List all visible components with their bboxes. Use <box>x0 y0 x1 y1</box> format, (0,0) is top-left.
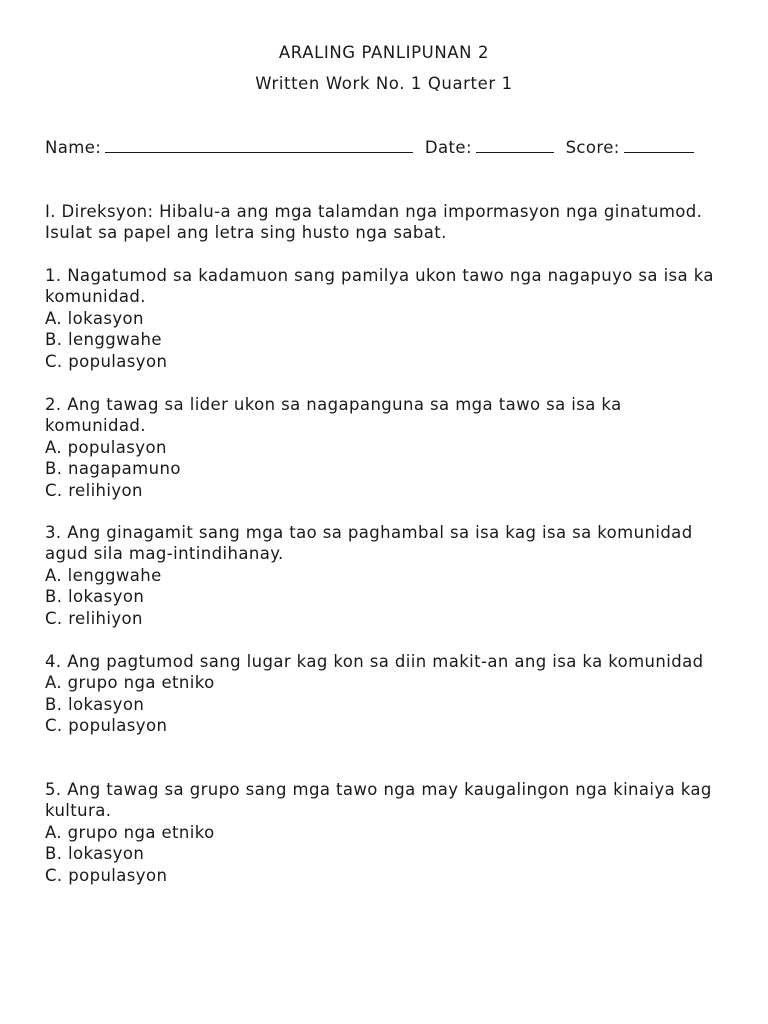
choice-a: A. populasyon <box>45 437 167 457</box>
choice-c: C. relihiyon <box>45 480 143 500</box>
question-stem: 2. Ang tawag sa lider ukon sa nagapanguna sa mga tawo sa isa ka komunidad. <box>45 395 622 436</box>
choice-b: B. nagapamuno <box>45 459 181 479</box>
choice-c: C. populasyon <box>45 716 168 736</box>
score-blank[interactable] <box>624 137 694 153</box>
question-stem: 4. Ang pagtumod sang lugar kag kon sa diin makit-an ang isa ka komunidad <box>45 652 704 671</box>
question-1 <box>45 265 725 372</box>
choice-a: A. lokasyon <box>45 308 144 328</box>
choice-c: C. populasyon <box>45 351 168 371</box>
name-label: Name: <box>45 138 102 157</box>
choice-a: A. grupo nga etniko <box>45 673 215 693</box>
choice-a: A. grupo nga etniko <box>45 822 215 842</box>
directions-text: I. Direksyon: Hibalu-a ang mga talamdan nga impormasyon nga ginatumod. Isulat sa papel ang letra sing husto nga sabat. <box>45 202 703 243</box>
choice-b: B. lenggwahe <box>45 330 162 350</box>
date-label: Date: <box>424 138 472 157</box>
question-stem: 3. Ang ginagamit sang mga tao sa paghambal sa isa kag isa sa komunidad agud sila mag-intindihanay. <box>45 523 693 564</box>
student-info-line <box>45 137 725 157</box>
name-blank[interactable] <box>105 137 413 153</box>
choice-b: B. lokasyon <box>45 587 145 607</box>
choice-c: C. populasyon <box>45 865 168 885</box>
score-label: Score: <box>565 138 620 157</box>
choice-b: B. lokasyon <box>45 694 145 714</box>
question-stem: 5. Ang tawag sa grupo sang mga tawo nga may kaugalingon nga kinaiya kag kultura. <box>45 780 712 821</box>
question-stem: 1. Nagatumod sa kadamuon sang pamilya ukon tawo nga nagapuyo sa isa ka komunidad. <box>45 266 714 307</box>
question-5 <box>45 779 725 886</box>
choice-b: B. lokasyon <box>45 844 145 864</box>
work-title: Written Work No. 1 Quarter 1 <box>255 74 513 93</box>
choice-a: A. lenggwahe <box>45 565 162 585</box>
choice-c: C. relihiyon <box>45 608 143 628</box>
question-2 <box>45 394 725 501</box>
subject-title: ARALING PANLIPUNAN 2 <box>278 43 490 62</box>
question-3 <box>45 522 725 629</box>
question-4 <box>45 651 725 737</box>
date-blank[interactable] <box>476 137 554 153</box>
